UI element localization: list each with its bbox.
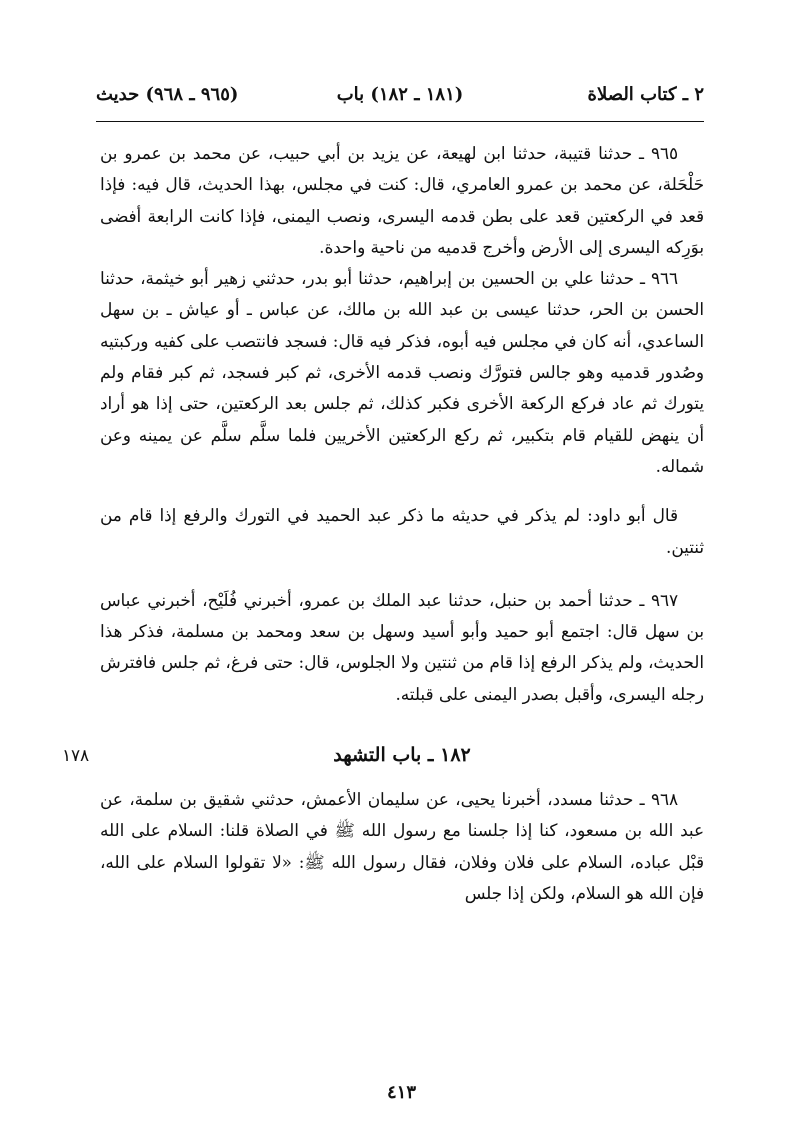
running-header xyxy=(96,84,704,114)
chapter-title: ١٨٢ ـ باب التشهد xyxy=(333,744,471,767)
header-book-title: ٢ ـ كتاب الصلاة xyxy=(587,84,704,105)
chapter-heading xyxy=(62,740,704,780)
hadith-967: ٩٦٧ ـ حدثنا أحمد بن حنبل، حدثنا عبد الملك بن عمرو، أخبرني فُلَيْح، أخبرني عباس بن سهل قال: اجتمع أبو حميد وأبو أسيد وسهل بن سعد ومحمد بن مسلمة، فذكر هذا الحديث، ولم يذكر الرفع إذا قام من ثنتين ولا الجلوس، قال: حتى فرغ، ثم جلس فافترش رجله اليسرى، وأقبل بصدر اليمنى على قبلته. xyxy=(100,589,704,704)
header-hadith-range: (٩٦٥ ـ ٩٦٨) حديث xyxy=(96,84,239,105)
abu-dawud-note: قال أبو داود: لم يذكر في حديثه ما ذكر عبد الحميد في التورك والرفع إذا قام من ثنتين. xyxy=(100,505,704,557)
header-chapter-range: (١٨١ ـ ١٨٢) باب xyxy=(336,84,464,105)
header-divider xyxy=(96,121,704,122)
page-number: ٤١٣ xyxy=(386,1082,416,1103)
hadith-965: ٩٦٥ ـ حدثنا قتيبة، حدثنا ابن لهيعة، عن يزيد بن أبي حبيب، عن محمد بن عمرو بن حَلْحَلة، عن محمد بن عمرو العامري، قال: كنت في مجلس، بهذا الحديث، قال فيه: فإذا قعد في الركعتين قعد على بطن قدمه اليسرى، ونصب اليمنى، فإذا كانت الرابعة أفضى بوَرِكه اليسرى إلى الأرض وأخرج قدميه من ناحية واحدة. xyxy=(100,143,704,257)
page-body xyxy=(62,138,704,909)
hadith-966: ٩٦٦ ـ حدثنا علي بن الحسين بن إبراهيم، حدثنا أبو بدر، حدثني زهير أبو خيثمة، حدثنا الحسن بن الحر، حدثنا عيسى بن عبد الله بن مالك، عن عباس ـ أو عياش ـ بن سهل الساعدي، أنه كان في مجلس فيه أبوه، فذكر فيه قال: فسجد فانتصب على كفيه وركبتيه وصُدور قدميه وهو جالس فتورَّك ونصب قدمه الأخرى، ثم كبر فسجد، ثم كبر فقام ولم يتورك ثم عاد فركع الركعة الأخرى فكبر كذلك، ثم جلس بعد الركعتين، حتى إذا هو أراد أن ينهض للقيام قام بتكبير، ثم ركع الركعتين الأخريين فلما سلَّم سلَّم عن يمينه وعن شماله. xyxy=(100,268,704,476)
hadith-968: ٩٦٨ ـ حدثنا مسدد، أخبرنا يحيى، عن سليمان الأعمش، حدثني شقيق بن سلمة، عن عبد الله بن مسعود، كنا إذا جلسنا مع رسول الله ﷺ في الصلاة قلنا: السلام على الله قبْل عباده، السلام على فلان وفلان، فقال رسول الله ﷺ: «لا تقولوا السلام على الله، فإن الله هو السلام، ولكن إذا جلس xyxy=(100,789,704,903)
chapter-marginal-number: ١٧٨ xyxy=(62,745,90,766)
